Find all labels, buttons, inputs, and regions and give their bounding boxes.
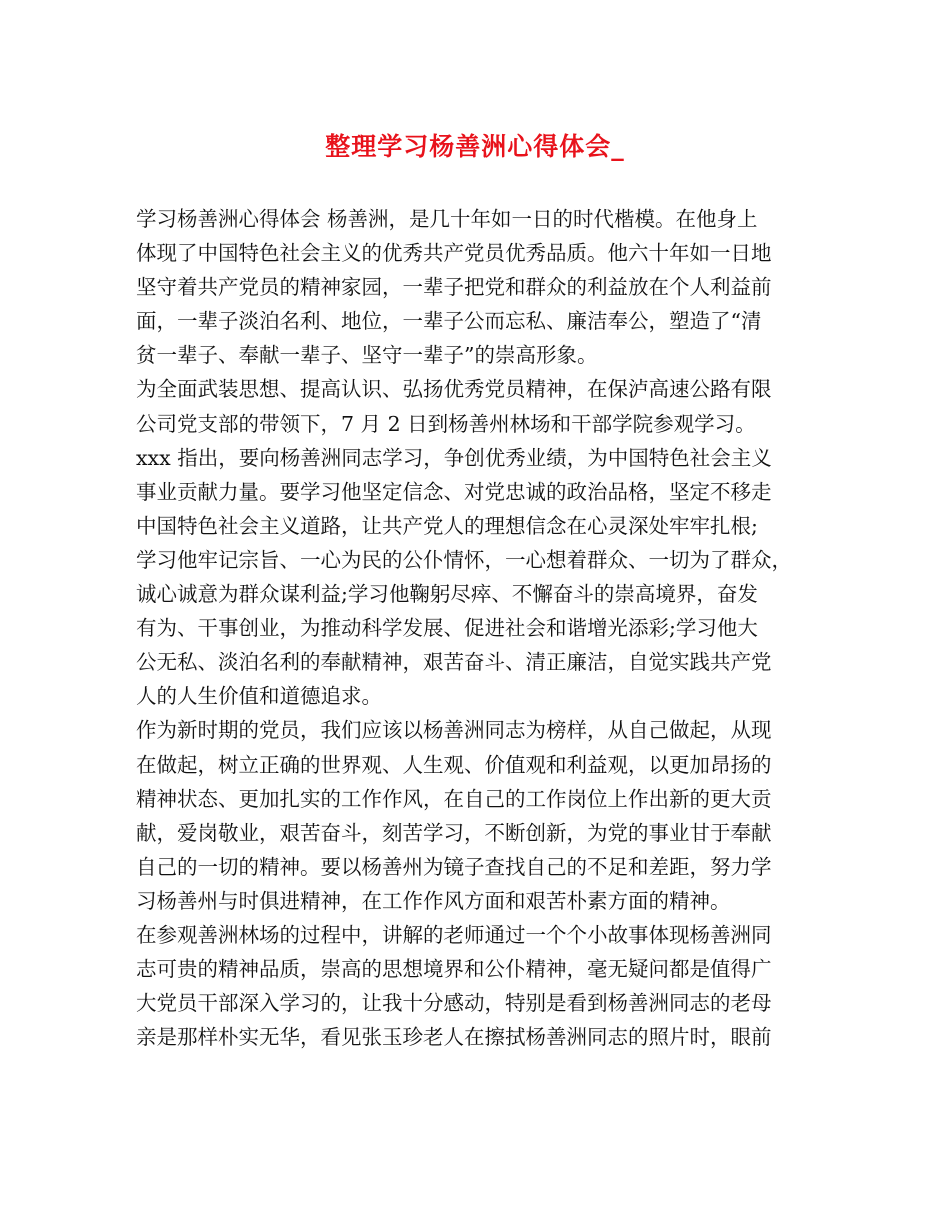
body-line: 学习他牢记宗旨、一心为民的公仆情怀，一心想着群众、一切为了群众， (136, 547, 792, 572)
body-line: 事业贡献力量。要学习他坚定信念、对党忠诚的政治品格，坚定不移走 (136, 479, 772, 504)
body-line: 贫一辈子、奉献一辈子、坚守一辈子”的崇高形象。 (136, 343, 598, 368)
body-line: 人的人生价值和道德追求。 (136, 684, 382, 709)
body-line: 亲是那样朴实无华，看见张玉珍老人在擦拭杨善洲同志的照片时，眼前 (136, 1025, 772, 1050)
body-line: 自己的一切的精神。要以杨善州为镜子查找自己的不足和差距，努力学 (136, 854, 772, 879)
body-line: 中国特色社会主义道路，让共产党人的理想信念在心灵深处牢牢扎根; (136, 513, 758, 538)
body-line: 公无私、淡泊名利的奉献精神，艰苦奋斗、清正廉洁，自觉实践共产党 (136, 650, 772, 675)
body-line: 作为新时期的党员，我们应该以杨善洲同志为榜样，从自己做起，从现 (136, 718, 772, 743)
body-line: 有为、干事创业，为推动科学发展、促进社会和谐增光添彩;学习他大 (136, 616, 758, 641)
body-line: xxx 指出，要向杨善洲同志学习，争创优秀业绩，为中国特色社会主义 (136, 445, 772, 470)
body-line: 公司党支部的带领下，7 月 2 日到杨善州林场和干部学院参观学习。 (136, 411, 756, 436)
body-line: 诚心诚意为群众谋利益;学习他鞠躬尽瘁、不懈奋斗的崇高境界，奋发 (136, 582, 758, 607)
body-line: 在做起，树立正确的世界观、人生观、价值观和利益观，以更加昂扬的 (136, 752, 772, 777)
body-line: 在参观善洲林场的过程中，讲解的老师通过一个个小故事体现杨善洲同 (136, 922, 772, 947)
body-line: 献，爱岗敬业，艰苦奋斗，刻苦学习，不断创新，为党的事业甘于奉献 (136, 820, 772, 845)
body-line: 坚守着共产党员的精神家园，一辈子把党和群众的利益放在个人利益前 (136, 275, 772, 300)
body-line: 精神状态、更加扎实的工作作风，在自己的工作岗位上作出新的更大贡 (136, 786, 772, 811)
body-line: 志可贵的精神品质，崇高的思想境界和公仆精神，毫无疑问都是值得广 (136, 957, 772, 982)
document-body (136, 202, 826, 1054)
body-line: 大党员干部深入学习的，让我十分感动，特别是看到杨善洲同志的老母 (136, 991, 772, 1016)
body-line: 学习杨善洲心得体会 杨善洲，是几十年如一日的时代楷模。在他身上 (136, 207, 758, 231)
body-line: 为全面武装思想、提高认识、弘扬优秀党员精神，在保泸高速公路有限 (136, 377, 772, 402)
body-line: 习杨善州与时俱进精神，在工作作风方面和艰苦朴素方面的精神。 (136, 888, 731, 913)
document-title: 整理学习杨善洲心得体会_ (325, 132, 625, 161)
body-line: 面，一辈子淡泊名利、地位，一辈子公而忘私、廉洁奉公，塑造了“清 (136, 309, 762, 334)
body-line: 体现了中国特色社会主义的优秀共产党员优秀品质。他六十年如一日地 (136, 241, 772, 266)
